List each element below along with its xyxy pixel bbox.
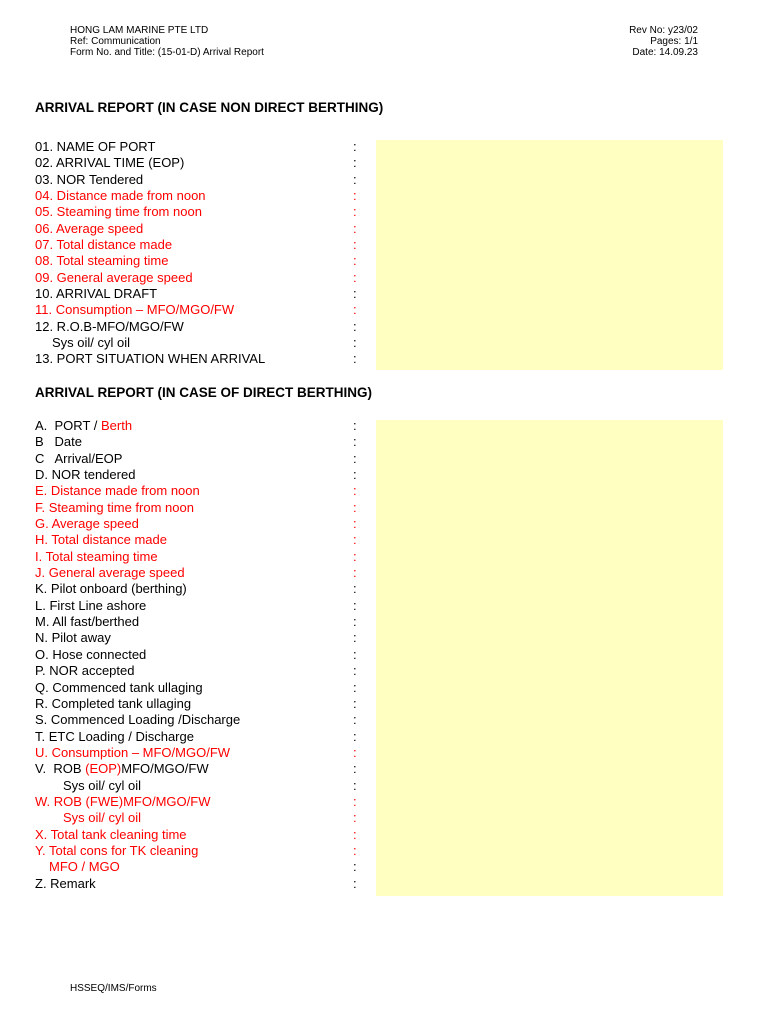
row-colon: : (353, 744, 357, 760)
form-row (35, 565, 365, 581)
row-label: Sys oil/ cyl oil (63, 777, 142, 793)
row-colon: : (353, 777, 357, 793)
row-colon: : (353, 434, 357, 450)
row-label: X. Total tank cleaning time (35, 826, 187, 842)
form-row (35, 647, 365, 663)
form-row (35, 859, 365, 875)
row-label: Q. Commenced tank ullaging (35, 679, 203, 695)
revision-number: Rev No: y23/02 (629, 25, 698, 36)
header-right (629, 25, 698, 58)
row-label (35, 418, 132, 434)
row-label: 07. Total distance made (35, 237, 173, 253)
section1-input-area[interactable] (376, 140, 723, 370)
form-row (35, 319, 365, 335)
section1-title: ARRIVAL REPORT (IN CASE NON DIRECT BERTHING) (35, 100, 384, 115)
row-colon: : (353, 302, 357, 318)
form-row (35, 761, 365, 777)
row-colon: : (353, 663, 357, 679)
row-colon: : (353, 483, 357, 499)
row-colon: : (353, 204, 357, 220)
form-row (35, 204, 365, 220)
row-label: 03. NOR Tendered (35, 171, 144, 187)
row-label: F. Steaming time from noon (35, 499, 194, 515)
header-left (70, 25, 264, 58)
row-label: O. Hose connected (35, 646, 147, 662)
form-row (35, 335, 365, 351)
row-label: E. Distance made from noon (35, 483, 200, 499)
row-label: D. NOR tendered (35, 467, 136, 483)
row-colon: : (353, 646, 357, 662)
row-colon: : (353, 351, 357, 367)
row-colon: : (353, 712, 357, 728)
row-label: P. NOR accepted (35, 663, 135, 679)
row-colon: : (353, 548, 357, 564)
form-row (35, 827, 365, 843)
form-row (35, 139, 365, 155)
form-row (35, 351, 365, 367)
row-colon: : (353, 614, 357, 630)
form-row (35, 516, 365, 532)
row-label: T. ETC Loading / Discharge (35, 728, 194, 744)
form-row (35, 745, 365, 761)
row-label: 09. General average speed (35, 269, 193, 285)
row-a-prefix: A. PORT / (35, 418, 101, 433)
form-date: Date: 14.09.23 (632, 47, 698, 58)
row-colon: : (353, 630, 357, 646)
row-label: L. First Line ashore (35, 597, 147, 613)
row-colon: : (353, 532, 357, 548)
row-label: Y. Total cons for TK cleaning (35, 842, 199, 858)
row-colon: : (353, 516, 357, 532)
row-colon: : (353, 318, 357, 334)
row-colon: : (353, 859, 357, 875)
row-colon: : (353, 155, 357, 171)
form-row (35, 778, 365, 794)
form-row (35, 418, 365, 434)
form-row (35, 712, 365, 728)
form-row (35, 810, 365, 826)
row-colon: : (353, 171, 357, 187)
section1-rows (35, 139, 365, 368)
row-label: 02. ARRIVAL TIME (EOP) (35, 155, 185, 171)
form-row (35, 483, 365, 499)
form-row (35, 549, 365, 565)
row-v-suffix: MFO/MGO/FW (121, 761, 209, 777)
form-row (35, 286, 365, 302)
form-row (35, 500, 365, 516)
page-count: Pages: 1/1 (650, 36, 698, 47)
row-colon: : (353, 875, 357, 891)
form-row (35, 843, 365, 859)
row-colon: : (353, 220, 357, 236)
row-colon: : (353, 418, 357, 433)
row-colon: : (353, 793, 357, 809)
row-label: Z. Remark (35, 875, 96, 891)
form-row (35, 172, 365, 188)
row-label: I. Total steaming time (35, 548, 158, 564)
row-label: 04. Distance made from noon (35, 188, 206, 204)
row-v-prefix: V. ROB (35, 761, 86, 777)
reference: Ref: Communication (70, 36, 161, 47)
row-label: 10. ARRIVAL DRAFT (35, 286, 158, 302)
row-label: M. All fast/berthed (35, 614, 140, 630)
row-label: 12. R.O.B-MFO/MGO/FW (35, 318, 184, 334)
row-colon: : (353, 597, 357, 613)
row-colon: : (353, 335, 357, 351)
row-label: B Date (35, 434, 82, 450)
form-row (35, 581, 365, 597)
row-label: MFO / MGO (49, 859, 120, 875)
row-label: 11. Consumption – MFO/MGO/FW (35, 302, 235, 318)
form-row (35, 237, 365, 253)
form-row (35, 876, 365, 892)
row-colon: : (353, 581, 357, 597)
row-label: 13. PORT SITUATION WHEN ARRIVAL (35, 351, 266, 367)
row-colon: : (353, 810, 357, 826)
row-colon: : (353, 188, 357, 204)
form-row (35, 467, 365, 483)
row-label: Sys oil/ cyl oil (52, 335, 131, 351)
form-row (35, 680, 365, 696)
row-colon: : (353, 467, 357, 483)
row-colon: : (353, 286, 357, 302)
form-row (35, 253, 365, 269)
form-row (35, 221, 365, 237)
row-colon: : (353, 269, 357, 285)
form-row (35, 532, 365, 548)
row-colon: : (353, 450, 357, 466)
row-label: R. Completed tank ullaging (35, 695, 192, 711)
row-label: N. Pilot away (35, 630, 111, 646)
row-label: S. Commenced Loading /Discharge (35, 712, 241, 728)
row-label: H. Total distance made (35, 532, 167, 548)
form-row (35, 614, 365, 630)
form-row (35, 270, 365, 286)
form-row (35, 451, 365, 467)
row-label: K. Pilot onboard (berthing) (35, 581, 187, 597)
section2-input-area[interactable] (376, 420, 723, 896)
form-row (35, 729, 365, 745)
form-row (35, 302, 365, 318)
footer-text: HSSEQ/IMS/Forms (70, 983, 157, 994)
row-label: J. General average speed (35, 565, 185, 581)
row-a-berth: Berth (100, 418, 133, 433)
row-label: C Arrival/EOP (35, 450, 123, 466)
row-colon: : (353, 842, 357, 858)
form-row (35, 696, 365, 712)
row-colon: : (353, 139, 357, 154)
row-colon: : (353, 565, 357, 581)
row-label: U. Consumption – MFO/MGO/FW (35, 744, 231, 760)
form-row (35, 794, 365, 810)
row-colon: : (353, 499, 357, 515)
section2-rows (35, 418, 365, 892)
form-title: Form No. and Title: (15-01-D) Arrival Report (70, 47, 264, 58)
form-row (35, 155, 365, 171)
row-v-eop: (EOP) (85, 761, 122, 777)
form-row (35, 630, 365, 646)
row-label: 08. Total steaming time (35, 253, 169, 269)
row-label: 06. Average speed (35, 220, 144, 236)
row-label: Sys oil/ cyl oil (63, 810, 142, 826)
row-colon: : (353, 679, 357, 695)
row-label: G. Average speed (35, 516, 139, 532)
row-label: 05. Steaming time from noon (35, 204, 202, 220)
row-colon: : (353, 728, 357, 744)
form-row (35, 188, 365, 204)
row-label: W. ROB (FWE)MFO/MGO/FW (35, 793, 211, 809)
company-name: HONG LAM MARINE PTE LTD (70, 25, 209, 36)
row-label: 01. NAME OF PORT (35, 139, 156, 154)
row-colon: : (353, 761, 357, 777)
row-label (35, 761, 209, 777)
row-colon: : (353, 253, 357, 269)
row-colon: : (353, 237, 357, 253)
row-colon: : (353, 695, 357, 711)
form-row (35, 434, 365, 450)
form-row (35, 663, 365, 679)
form-row (35, 598, 365, 614)
row-colon: : (353, 826, 357, 842)
section2-title: ARRIVAL REPORT (IN CASE OF DIRECT BERTHING) (35, 385, 373, 400)
